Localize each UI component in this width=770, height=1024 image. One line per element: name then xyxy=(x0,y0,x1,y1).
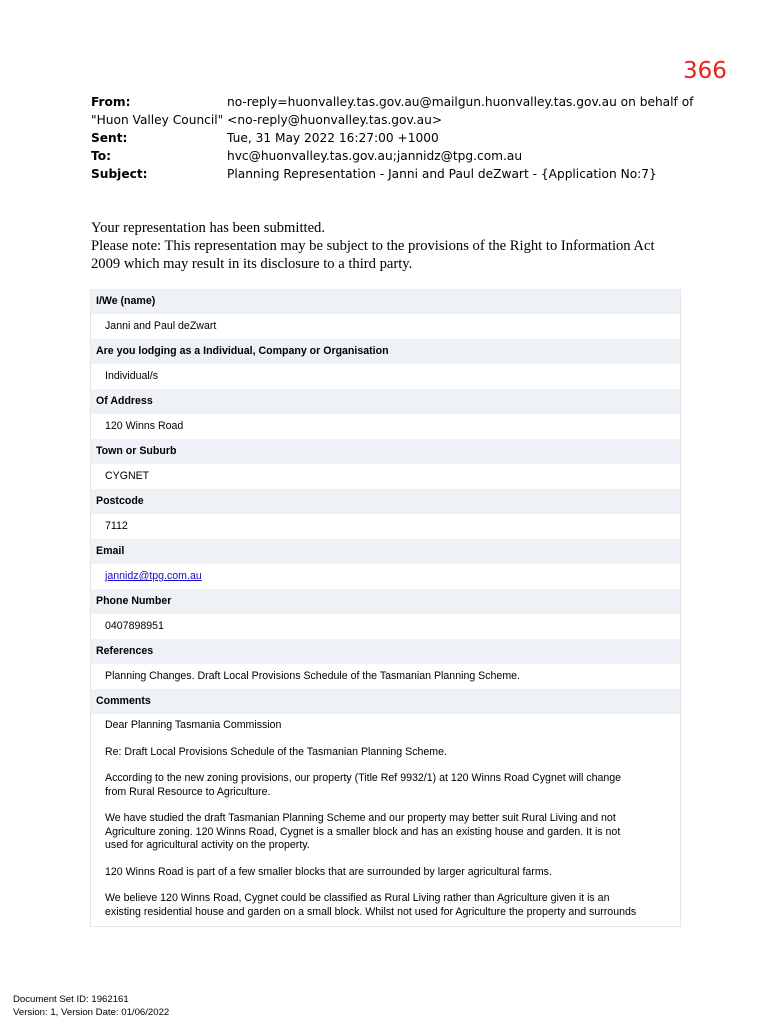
suburb-value: CYGNET xyxy=(105,470,150,482)
sent-label: Sent: xyxy=(91,131,128,145)
intro-line-2: Please note: This representation may be subject to the provisions of the Right to Information Act xyxy=(91,238,655,254)
comment-line: We have studied the draft Tasmanian Planning Scheme and our property may better suit Rural Living and not xyxy=(105,812,616,824)
comment-paragraph xyxy=(105,892,666,919)
representation-form xyxy=(90,289,681,927)
document-set-id: Document Set ID: 1962161 xyxy=(13,994,129,1005)
lodging-type-value: Individual/s xyxy=(105,370,158,382)
comment-line: existing residential house and garden on a small block. Whilst not used for Agriculture the property and surrounds xyxy=(105,905,637,918)
document-version: Version: 1, Version Date: 01/06/2022 xyxy=(13,1007,170,1018)
postcode-value: 7112 xyxy=(105,520,128,532)
address-label: Of Address xyxy=(91,389,680,414)
postcode-label: Postcode xyxy=(91,489,680,514)
intro-line-1: Your representation has been submitted. xyxy=(91,220,325,236)
comment-paragraph xyxy=(105,812,666,853)
from-value-cont: "Huon Valley Council" <no-reply@huonvalley.tas.gov.au> xyxy=(91,113,443,127)
to-label: To: xyxy=(91,149,111,163)
comment-line: used for agricultural activity on the property. xyxy=(105,839,310,851)
email-value xyxy=(91,564,680,589)
comment-paragraph: Dear Planning Tasmania Commission xyxy=(105,719,282,731)
comment-line: from Rural Resource to Agriculture. xyxy=(105,785,271,798)
address-value: 120 Winns Road xyxy=(105,420,184,432)
comment-paragraph: Re: Draft Local Provisions Schedule of the Tasmanian Planning Scheme. xyxy=(105,745,447,758)
lodging-type-label: Are you lodging as a Individual, Company or Organisation xyxy=(91,339,680,364)
comments-label: Comments xyxy=(91,689,680,714)
phone-value: 0407898951 xyxy=(105,620,164,632)
to-value: hvc@huonvalley.tas.gov.au;jannidz@tpg.com.au xyxy=(227,149,523,163)
page-number: 366 xyxy=(683,58,727,84)
subject-value: Planning Representation - Janni and Paul deZwart - {Application No:7} xyxy=(227,167,657,181)
comment-line: According to the new zoning provisions, our property (Title Ref 9932/1) at 120 Winns Road Cygnet will change xyxy=(105,772,622,784)
subject-label: Subject: xyxy=(91,167,148,181)
comments-body xyxy=(91,714,680,926)
references-value: Planning Changes. Draft Local Provisions Schedule of the Tasmanian Planning Scheme. xyxy=(105,670,520,682)
name-label: I/We (name) xyxy=(91,289,680,314)
document-footer xyxy=(13,993,169,1019)
intro-line-3: 2009 which may result in its disclosure to a third party. xyxy=(91,256,413,272)
sent-value: Tue, 31 May 2022 16:27:00 +1000 xyxy=(227,131,439,145)
intro-text xyxy=(91,219,691,273)
comment-line: We believe 120 Winns Road, Cygnet could be classified as Rural Living rather than Agriculture given it is an xyxy=(105,892,610,904)
email-label: Email xyxy=(91,539,680,564)
suburb-label: Town or Suburb xyxy=(91,439,680,464)
references-label: References xyxy=(91,639,680,664)
comment-line: Agriculture zoning. 120 Winns Road, Cygnet is a smaller block and has an existing house and garden. It is not xyxy=(105,825,621,838)
name-value: Janni and Paul deZwart xyxy=(105,320,217,332)
comment-paragraph: 120 Winns Road is part of a few smaller blocks that are surrounded by larger agricultural farms. xyxy=(105,865,552,878)
email-link[interactable]: jannidz@tpg.com.au xyxy=(105,570,202,582)
from-label: From: xyxy=(91,95,131,109)
phone-label: Phone Number xyxy=(91,589,680,614)
comment-paragraph xyxy=(105,772,666,799)
from-value: no-reply=huonvalley.tas.gov.au@mailgun.huonvalley.tas.gov.au on behalf of xyxy=(227,95,694,109)
email-header xyxy=(91,93,694,183)
